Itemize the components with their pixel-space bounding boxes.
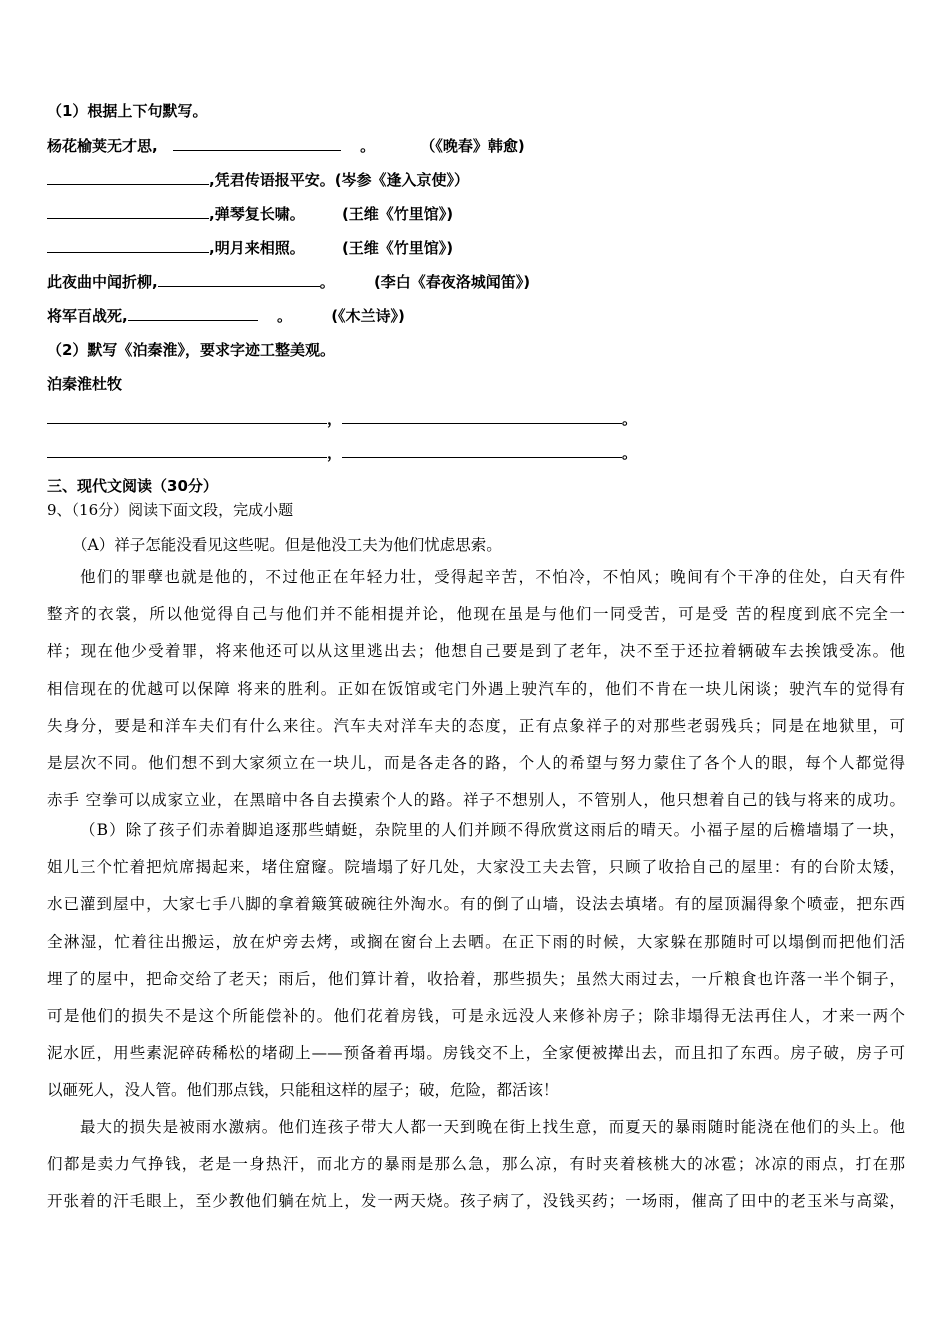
answer-blank[interactable] [128, 305, 258, 321]
citation: (王维《竹里馆》) [341, 239, 454, 257]
section3-heading: 三、现代文阅读（30分） [47, 477, 218, 495]
passage-line: 们都是卖力气挣钱，老是一身热汗，而北方的暴雨是那么急，那么凉，有时夹着核桃大的冰雹；冰凉的雨点，打在那 [47, 1155, 905, 1174]
suffix: ,明月来相照。 [209, 239, 305, 257]
passage-line: 全淋湿，忙着往出搬运，放在炉旁去烤，或搁在窗台上去晒。在正下雨的时候，大家躲在那随时可以塌倒而把他们活 [47, 932, 905, 951]
answer-blank[interactable] [158, 271, 320, 287]
answer-blank[interactable] [342, 442, 622, 458]
passage-line: 相信现在的优越可以保障 将来的胜利。正如在饭馆或宅门外遇上驶汽车的，他们不肯在一块儿闲谈；驶汽车的觉得有 [47, 679, 905, 698]
part2-heading: （2）默写《泊秦淮》，要求字迹工整美观。 [47, 341, 335, 359]
citation: (李白《春夜洛城闻笛》) [373, 273, 531, 291]
citation: (王维《竹里馆》) [341, 205, 454, 223]
suffix: ,凭君传语报平安。(岑参《逢入京使》） [209, 171, 470, 189]
passage-line: 整齐的衣裳，所以他觉得自己与他们并不能相提并论，他现在虽是与他们一同受苦，可是受 苦的程度到底不完全一 [47, 605, 905, 624]
passage-line: 赤手 空拳可以成家立业，在黑暗中各自去摸索个人的路。祥子不想别人，不管别人，他只想着自己的钱与将来的成功。 [47, 791, 905, 810]
answer-blank[interactable] [47, 203, 209, 219]
answer-blank[interactable] [173, 135, 341, 151]
poem-line-2 [47, 442, 637, 463]
passage-line: 水已灌到屋中，大家七手八脚的拿着簸箕破碗往外淘水。有的倒了山墙，设法去填堵。有的屋顶漏得象个喷壶，把东西 [47, 895, 905, 914]
citation: （《晚春》韩愈) [420, 137, 525, 155]
fill-item-6 [47, 305, 405, 326]
answer-blank[interactable] [342, 408, 622, 424]
comma: ， [327, 410, 343, 428]
period: 。 [622, 410, 638, 428]
fill-item-5 [47, 271, 530, 292]
passage-line: （B）除了孩子们赤着脚追逐那些蜻蜓，杂院里的人们并顾不得欣赏这雨后的晴天。小福子屋的后檐墙塌了一块， [80, 821, 905, 839]
passage-line: 可是他们的损失不是这个所能偿补的。他们花着房钱，可是永远没人来修补房子；除非塌得无法再住人，才来一两个 [47, 1007, 905, 1025]
period: 。 [622, 444, 638, 462]
citation: (《木兰诗》) [331, 307, 405, 325]
prefix: 杨花榆荚无才思, [47, 137, 158, 155]
answer-blank[interactable] [47, 169, 209, 185]
passage-line: 样；现在他少受着罪，将来他还可以从这里逃出去；他想自己要是到了老年，决不至于还拉着辆破车去挨饿受冻。他 [47, 642, 905, 661]
part1-heading: （1）根据上下句默写。 [47, 102, 208, 120]
poem-line-1 [47, 408, 637, 429]
question-9: 9、（16分）阅读下面文段，完成小题 [47, 501, 294, 519]
comma: ， [327, 444, 343, 462]
fill-item-1 [47, 135, 525, 156]
fill-item-3 [47, 203, 453, 224]
poem-title: 泊秦淮杜牧 [47, 375, 123, 393]
fill-item-2 [47, 169, 469, 190]
passage-line: 埋了的屋中，把命交给了老天；雨后，他们算计着，收拾着，那些损失；虽然大雨过去，一斤粮食也许落一半个铜子， [47, 969, 905, 988]
passage-line: 是层次不同。他们想不到大家须立在一块儿，而是各走各的路，个人的希望与努力蒙住了各个人的眼，每个人都觉得 [47, 754, 905, 772]
suffix: 。 [276, 307, 292, 325]
suffix: 。 [360, 137, 376, 155]
passage-line: 以砸死人，没人管。他们那点钱，只能租这样的屋子；破，危险，都活该！ [47, 1081, 559, 1100]
passage-line: 最大的损失是被雨水激病。他们连孩子带大人都一天到晚在街上找生意，而夏天的暴雨随时能浇在他们的头上。他 [80, 1118, 905, 1136]
passage-line: 失身分，要是和洋车夫们有什么来往。汽车夫对洋车夫的态度，正有点象祥子的对那些老弱残兵；同是在地狱里，可 [47, 716, 905, 735]
suffix: 。 [319, 273, 335, 291]
answer-blank[interactable] [47, 237, 209, 253]
answer-blank[interactable] [47, 442, 327, 458]
fill-item-4 [47, 237, 453, 258]
passage-line: 泥水匠，用些素泥碎砖稀松的堵砌上——预备着再塌。房钱交不上，全家便被撵出去，而且扣了东西。房子破，房子可 [47, 1044, 905, 1063]
passage-line: 他们的罪孽也就是他的，不过他正在年轻力壮，受得起辛苦，不怕冷，不怕风；晚间有个干净的住处，白天有件 [80, 568, 905, 586]
prefix: 此夜曲中闻折柳, [47, 273, 158, 291]
prefix: 将军百战死, [47, 307, 128, 325]
passage-line: 姐儿三个忙着把炕席揭起来，堵住窟窿。院墙塌了好几处，大家没工夫去管，只顾了收拾自己的屋里：有的台阶太矮， [47, 858, 905, 877]
answer-blank[interactable] [47, 408, 327, 424]
suffix: ,弹琴复长啸。 [209, 205, 305, 223]
passage-a-intro: （A）祥子怎能没看见这些呢。但是他没工夫为他们忧虑思索。 [72, 536, 502, 554]
passage-line: 开张着的汗毛眼上，至少教他们躺在炕上，发一两天烧。孩子病了，没钱买药；一场雨，催高了田中的老玉米与高粱， [47, 1192, 905, 1211]
